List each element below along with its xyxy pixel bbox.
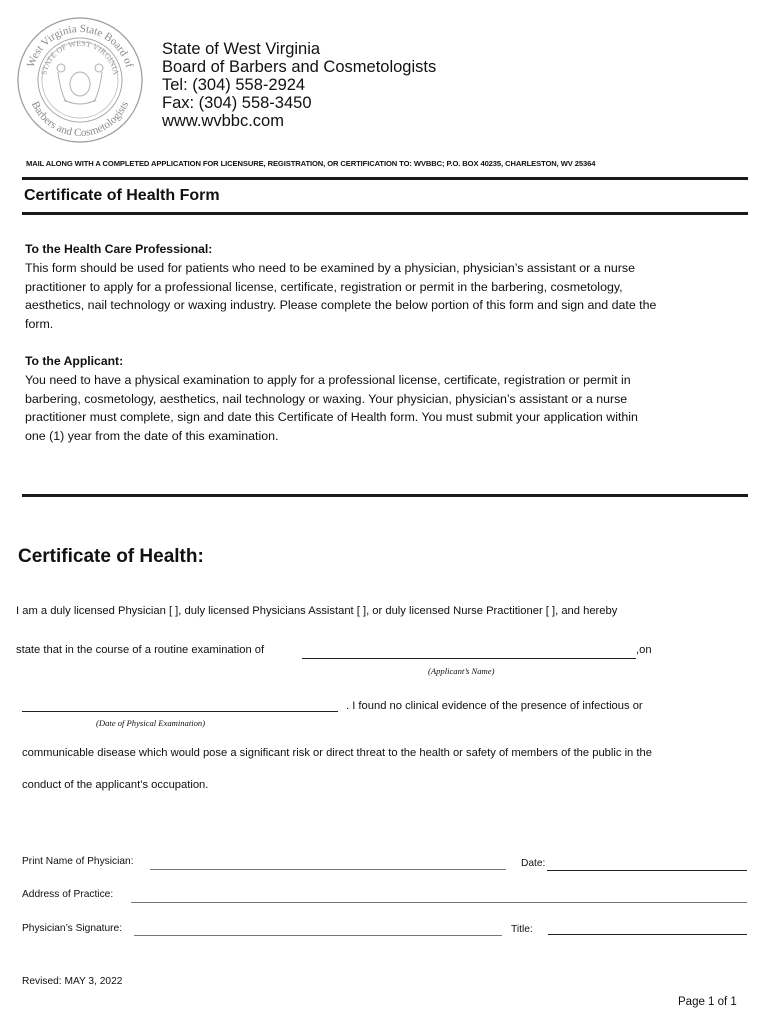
license-statement: I am a duly licensed Physician [ ], duly licensed Physicians Assistant [ ], or duly licensed Nurse Practitioner [ ], and hereby xyxy=(16,605,618,617)
wv-board-seal xyxy=(14,14,146,146)
applicant-line: practitioner must complete, sign and date this Certificate of Health form. You must submit your application within xyxy=(25,410,638,425)
print-name-field[interactable] xyxy=(150,869,506,870)
occupation-statement: conduct of the applicant’s occupation. xyxy=(22,779,209,791)
date-field[interactable] xyxy=(547,870,747,871)
applicant-line: one (1) year from the date of this examination. xyxy=(25,428,279,443)
board-website[interactable]: www.wvbbc.com xyxy=(162,112,284,130)
seal-outer-text: West Virginia State Board of xyxy=(24,22,136,70)
board-telephone: Tel: (304) 558-2924 xyxy=(162,76,306,94)
page-number: Page 1 of 1 xyxy=(678,996,737,1008)
exam-date-caption: (Date of Physical Examination) xyxy=(96,718,206,728)
applicant-name-field[interactable] xyxy=(302,658,636,659)
header-divider xyxy=(22,177,748,180)
state-name: State of West Virginia xyxy=(162,40,321,58)
seal-bottom-text: Barbers and Cosmetologists xyxy=(28,99,132,140)
applicant-line: You need to have a physical examination to apply for a professional license, certificate, registration or permit in xyxy=(25,373,631,387)
board-fax: Fax: (304) 558-3450 xyxy=(162,94,312,112)
svg-text:Barbers and Cosmetologists xyxy=(29,99,131,139)
health-care-line: practitioner to apply for a professional license, certificate, registration or permit in the barbering, cosmetology, xyxy=(25,279,623,294)
signature-field[interactable] xyxy=(134,935,502,936)
title-field[interactable] xyxy=(548,934,747,935)
date-label: Date: xyxy=(521,858,546,869)
form-title: Certificate of Health Form xyxy=(24,187,220,204)
title-label: Title: xyxy=(511,924,533,935)
seal-inner-text: STATE OF WEST VIRGINIA xyxy=(39,38,121,76)
finding-statement: . I found no clinical evidence of the presence of infectious or xyxy=(346,700,643,712)
exam-date-field[interactable] xyxy=(22,711,338,712)
applicant-name-caption: (Applicant’s Name) xyxy=(428,666,495,676)
applicant-heading: To the Applicant: xyxy=(25,354,124,368)
board-name: Board of Barbers and Cosmetologists xyxy=(162,58,437,76)
title-divider xyxy=(22,212,748,215)
board-contact-block xyxy=(162,40,436,130)
signature-label: Physician’s Signature: xyxy=(22,923,123,934)
applicant-line: barbering, cosmetology, aesthetics, nail technology or waxing. Your physician, physician’s assistant or a nurse xyxy=(25,391,628,406)
exam-statement-end: ,on xyxy=(636,644,652,656)
address-label: Address of Practice: xyxy=(22,889,114,900)
certificate-title: Certificate of Health: xyxy=(18,546,204,567)
health-care-line: This form should be used for patients who need to be examined by a physician, physician’s assistant or a nurse xyxy=(25,261,636,275)
health-care-paragraph xyxy=(25,259,737,333)
print-name-label: Print Name of Physician: xyxy=(22,856,134,867)
health-care-line: form. xyxy=(25,316,54,331)
health-care-heading: To the Health Care Professional: xyxy=(25,242,213,256)
health-care-line: aesthetics, nail technology or waxing industry. Please complete the below portion of this form and sign and date the xyxy=(25,298,657,313)
applicant-paragraph xyxy=(25,371,737,445)
section-divider xyxy=(22,494,748,497)
exam-statement: state that in the course of a routine examination of xyxy=(16,644,265,656)
address-field[interactable] xyxy=(131,902,747,903)
revision-date: Revised: MAY 3, 2022 xyxy=(22,976,123,987)
mail-notice: MAIL ALONG WITH A COMPLETED APPLICATION FOR LICENSURE, REGISTRATION, OR CERTIFICATION TO: WVBBC; P.O. BOX 40235, CHARLESTON, WV 25364 xyxy=(26,159,596,168)
disease-statement: communicable disease which would pose a significant risk or direct threat to the health or safety of members of the public in the xyxy=(22,747,652,759)
